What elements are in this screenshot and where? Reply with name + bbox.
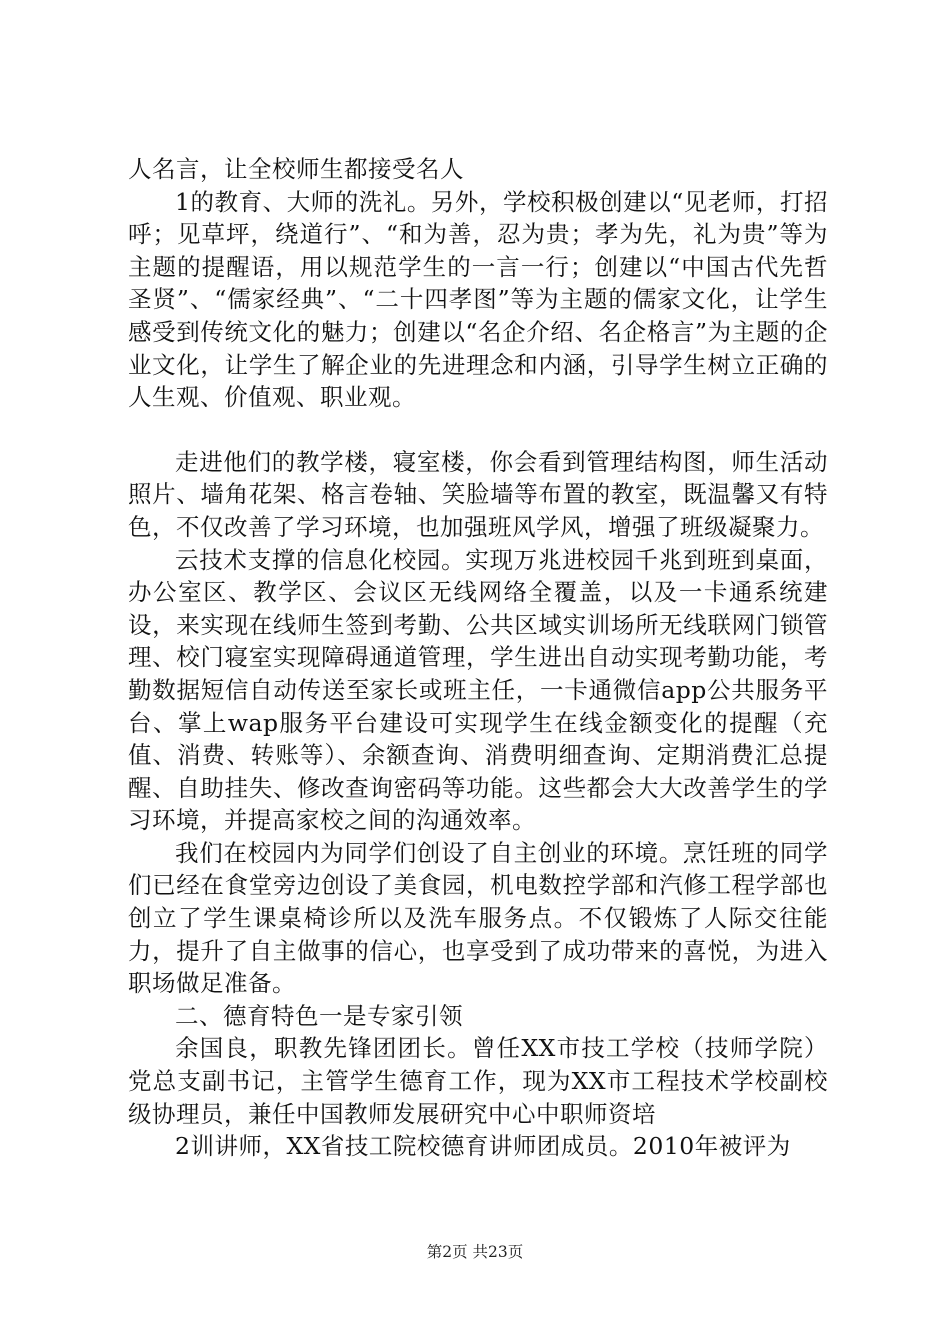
paragraph-digital-campus: 云技术支撑的信息化校园。实现万兆进校园千兆到班到桌面，办公室区、教学区、会议区无线网络全覆盖，以及一卡通系统建设，来实现在线师生签到考勤、公共区域实训场所无线联网门锁管理、校门寝室实现障碍通道管理，学生进出自动实现考勤功能，考勤数据短信自动传送至家长或班主任，一卡通微信app公共服务平台、掌上wap服务平台建设可实现学生在线金额变化的提醒（充值、消费、转账等）、余额查询、消费明细查询、定期消费汇总提醒、自助挂失、修改查询密码等功能。这些都会大大改善学生的学习环境，并提高家校之间的沟通效率。 xyxy=(128,545,828,835)
section-heading-moral-education: 二、德育特色一是专家引领 xyxy=(175,1001,463,1030)
paragraph-quote-continuation: 人名言，让全校师生都接受名人 xyxy=(128,155,464,183)
paragraph-entrepreneurship: 我们在校园内为同学们创设了自主创业的环境。烹饪班的同学们已经在食堂旁边创设了美食园，机电数控学部和汽修工程学部也创立了学生课桌椅诊所以及洗车服务点。不仅锻炼了人际交往能力，提升了自主做事的信心，也享受到了成功带来的喜悦，为进入职场做足准备。 xyxy=(128,838,828,998)
document-body xyxy=(128,153,828,1163)
paragraph-expert-profile: 余国良，职教先锋团团长。曾任XX市技工学校（技师学院）党总支副书记，主管学生德育工作，现为XX市工程技术学校副校级协理员，兼任中国教师发展研究中心中职师资培 xyxy=(128,1034,828,1128)
page-number-footer: 第2页 共23页 xyxy=(426,1243,524,1261)
paragraph-teaching-building: 走进他们的教学楼，寝室楼，你会看到管理结构图，师生活动照片、墙角花架、格言卷轴、笑脸墙等布置的教室，既温馨又有特色，不仅改善了学习环境，也加强班风学风，增强了班级凝聚力。 xyxy=(128,447,828,541)
paragraph-school-culture: 1的教育、大师的洗礼。另外，学校积极创建以“见老师，打招呼；见草坪，绕道行”、“和为善，忍为贵；孝为先，礼为贵”等为主题的提醒语，用以规范学生的一言一行；创建以“中国古代先哲圣贤”、“儒家经典”、“二十四孝图”等为主题的儒家文化，让学生感受到传统文化的魅力；创建以“名企介绍、名企格言”为主题的企业文化，让学生了解企业的先进理念和内涵，引导学生树立正确的人生观、价值观、职业观。 xyxy=(128,187,828,412)
paragraph-expert-profile-continued: 2训讲师，XX省技工院校德育讲师团成员。2010年被评为 xyxy=(175,1132,791,1161)
